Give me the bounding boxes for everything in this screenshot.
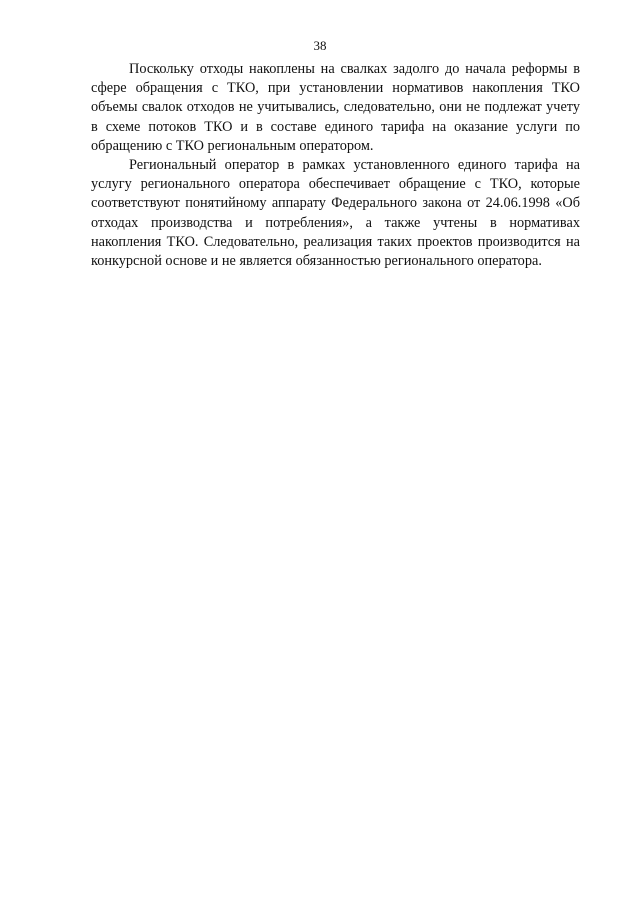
- page-number: 38: [313, 38, 327, 53]
- paragraph-2: Региональный оператор в рамках установленного единого тарифа на услугу регионального оператора обеспечивает обращение с ТКО, которые соответствуют понятийному аппарату Федерального закона от 24.06.1998 «Об отходах производства и потребления», а также учтены в нормативах накопления ТКО. Следовательно, реализация таких проектов производится на конкурсной основе и не является обязанностью регионального оператора.: [91, 157, 580, 270]
- paragraph-1: Поскольку отходы накоплены на свалках задолго до начала реформы в сфере обращения с ТКО, при установлении нормативов накопления ТКО объемы свалок отходов не учитывались, следовательно, они не подлежат учету в схеме потоков ТКО и в составе единого тарифа на оказание услуги по обращению с ТКО региональным оператором.: [91, 61, 580, 154]
- document-body: [91, 60, 580, 271]
